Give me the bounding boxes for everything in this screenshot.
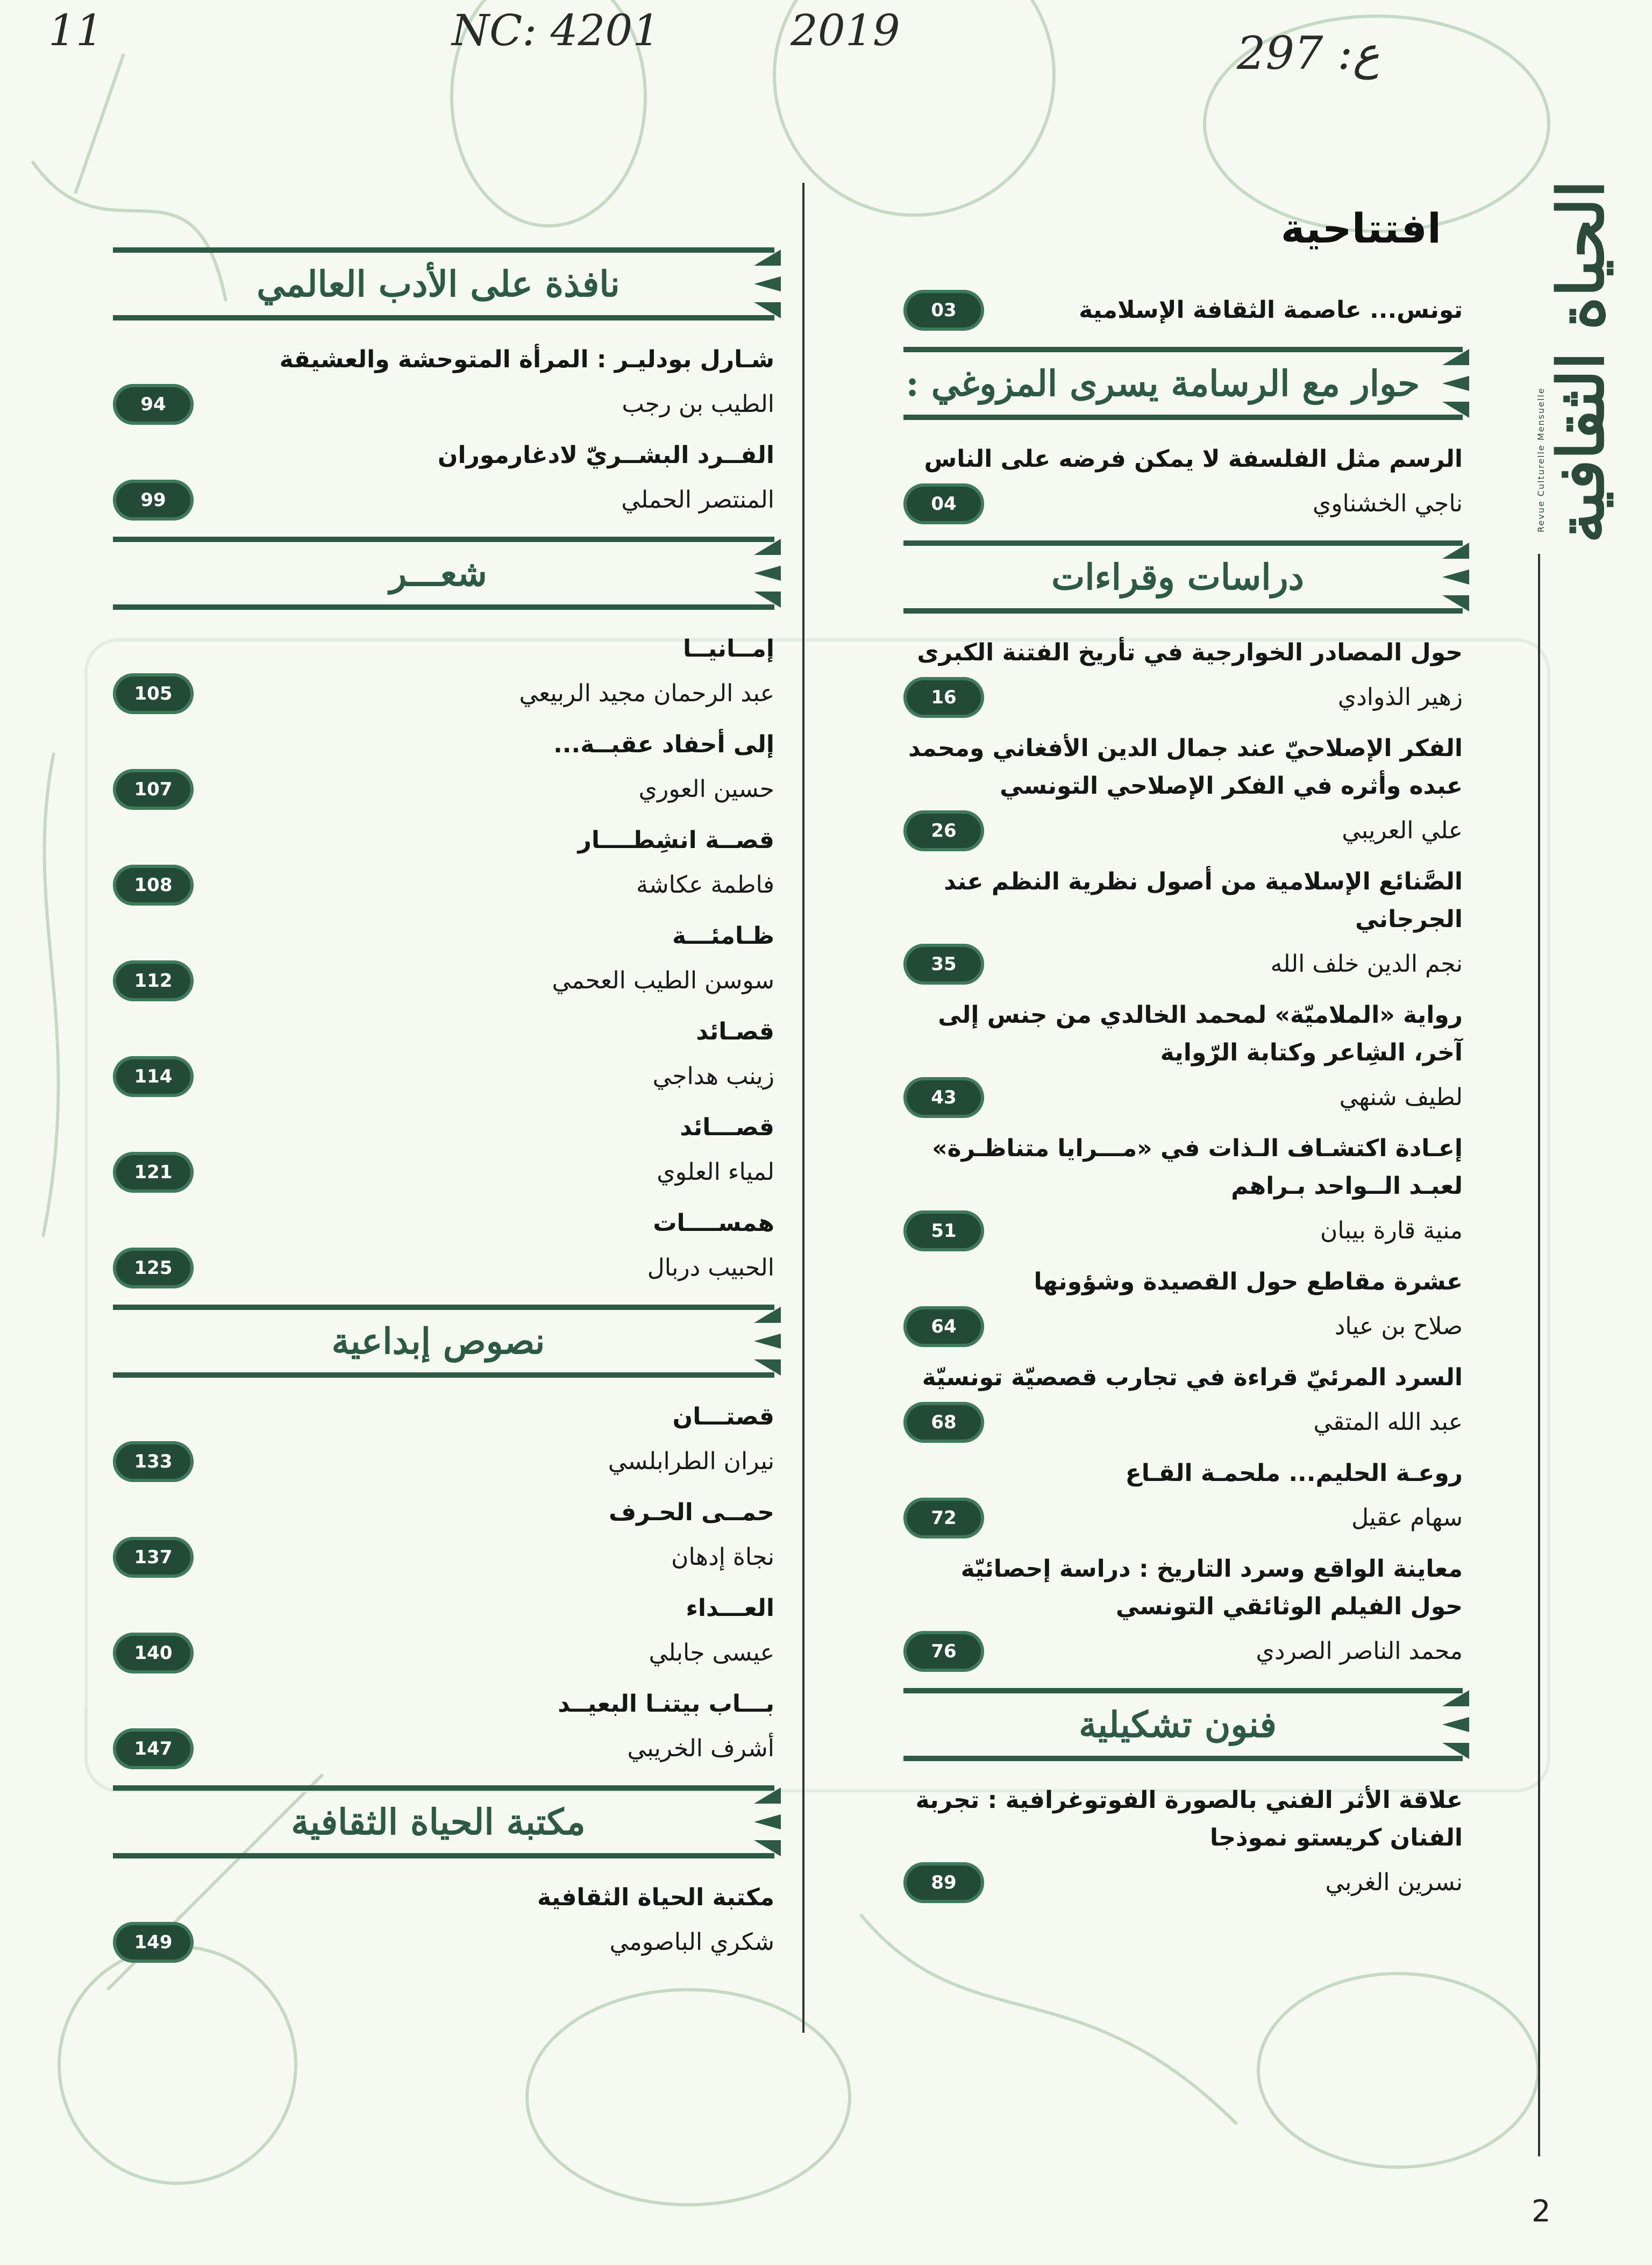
page-badge: 72 (903, 1498, 984, 1539)
entry-title: السرد المرئيّ قراءة في تجارب قصصيّة تونسيّة (922, 1364, 1463, 1391)
section-banner (113, 244, 774, 324)
toc-left-column (113, 231, 774, 1975)
toc-entry[interactable] (903, 1263, 1463, 1347)
entry-title: الصَّنائع الإسلامية من أصول نظرية النظم عند الجرجاني (944, 868, 1463, 933)
entry-author: المنتصر الحملي (621, 486, 774, 514)
banner-arrow-icon (749, 1301, 781, 1381)
page-badge: 26 (903, 810, 984, 851)
entry-title: الفــرد البشــريّ لادغارموران (437, 441, 774, 469)
entry-title: شـارل بودليـر : المرأة المتوحشة والعشيقة (279, 346, 774, 373)
page-badge: 140 (113, 1633, 194, 1673)
banner-arrow-icon (749, 533, 781, 613)
toc-right-column (903, 194, 1463, 1915)
entry-author: نجم الدين خلف الله (1270, 950, 1463, 978)
page-badge: 114 (113, 1056, 194, 1097)
section-world-literature (113, 244, 774, 521)
entry-title: حول المصادر الخوارجية في تأريخ الفتنة الكبرى (917, 639, 1463, 666)
entry-author: زينب هداجي (652, 1063, 774, 1090)
section-library (113, 1782, 774, 1963)
section-creative-texts (113, 1301, 774, 1769)
page-badge: 107 (113, 769, 194, 810)
section-banner (903, 344, 1463, 423)
toc-entry[interactable] (113, 1494, 774, 1578)
toc-entry[interactable] (903, 1782, 1463, 1903)
toc-entry[interactable] (903, 290, 1463, 331)
toc-entry[interactable] (113, 341, 774, 425)
section-title: مكتبة الحياة الثقافية (291, 1801, 586, 1843)
entry-author: الحبيب دربال (647, 1254, 774, 1281)
toc-entry[interactable] (903, 440, 1463, 524)
annotation-number: 11 (48, 5, 103, 55)
page-badge: 108 (113, 865, 194, 906)
toc-entry[interactable] (113, 630, 774, 714)
section-banner (903, 1685, 1463, 1764)
toc-entry[interactable] (903, 996, 1463, 1118)
section-title: حوار مع الرسامة يسرى المزوغي : (906, 362, 1420, 404)
page-badge: 68 (903, 1402, 984, 1443)
entry-author: سهام عقيل (1351, 1504, 1463, 1532)
page-badge: 51 (903, 1210, 984, 1251)
entry-author: شكري الباصومي (609, 1928, 774, 1956)
section-banner (113, 1782, 774, 1862)
entry-author: نسرين الغربي (1325, 1869, 1463, 1896)
toc-entry[interactable] (113, 1685, 774, 1769)
entry-title: علاقة الأثر الفني بالصورة الفوتوغرافية : تجربة الفنان كريستو نموذجا (915, 1786, 1463, 1851)
banner-arrow-icon (749, 244, 781, 324)
entry-title: حمــى الحـرف (609, 1499, 774, 1526)
entry-author: صلاح بن عياد (1334, 1313, 1463, 1340)
section-visual-arts (903, 1685, 1463, 1903)
toc-entry[interactable] (113, 917, 774, 1001)
magazine-title: الحياة الثقافية (1543, 180, 1618, 543)
section-interview (903, 344, 1463, 524)
page-badge: 04 (903, 483, 984, 524)
entry-title: قصـــائد (680, 1114, 774, 1141)
banner-arrow-icon (749, 1782, 781, 1862)
entry-title: معاينة الواقع وسرد التاريخ : دراسة إحصائيّة حول الفيلم الوثائقي التونسي (960, 1555, 1463, 1620)
entry-title: تونس... عاصمة الثقافة الإسلامية (1079, 296, 1463, 324)
section-title: دراسات وقراءات (1051, 556, 1304, 598)
entry-title: روعـة الحليم... ملحمـة القـاع (1125, 1459, 1463, 1487)
opener-heading: افتتاحية (1280, 204, 1441, 252)
column-divider (802, 183, 804, 2033)
section-banner (113, 1301, 774, 1381)
section-title: نافذة على الأدب العالمي (257, 263, 620, 305)
toc-entry[interactable] (113, 1013, 774, 1097)
annotation-code: NC: 4201 (452, 5, 660, 55)
entry-title: قصتـــان (672, 1403, 774, 1430)
page-badge: 35 (903, 944, 984, 985)
banner-arrow-icon (1437, 537, 1469, 617)
entry-title: إلى أحفاد عقبــة... (553, 731, 774, 758)
toc-entry[interactable] (113, 822, 774, 906)
toc-entry[interactable] (903, 634, 1463, 718)
entry-author: منية قارة بيبان (1320, 1217, 1463, 1244)
toc-entry[interactable] (113, 437, 774, 521)
page-badge: 125 (113, 1248, 194, 1288)
entry-title: عشرة مقاطع حول القصيدة وشؤونها (1034, 1268, 1463, 1295)
toc-entry[interactable] (903, 1130, 1463, 1251)
entry-title: قصــة انشِطــــار (578, 827, 774, 854)
entry-title: رواية «الملاميّة» لمحمد الخالدي من جنس إلى آخر، الشِاعر وكتابة الرّواية (938, 1001, 1463, 1066)
section-title: شعـــر (389, 552, 487, 594)
margin-rule (1538, 554, 1540, 2156)
toc-entry[interactable] (113, 1398, 774, 1482)
page-badge: 133 (113, 1441, 194, 1482)
magazine-subtitle: Revue Culturelle Mensuelle (1536, 387, 1546, 532)
toc-entry[interactable] (113, 1590, 774, 1673)
entry-author: عيسى جابلي (649, 1639, 774, 1666)
entry-author: عبد الله المتقي (1313, 1408, 1463, 1436)
entry-author: أشرف الخريبي (627, 1735, 774, 1762)
page-badge: 64 (903, 1306, 984, 1347)
entry-title: إمــانيــا (682, 635, 774, 663)
page-badge: 03 (903, 290, 984, 331)
entry-author: زهير الذوادي (1337, 683, 1463, 711)
page-badge: 112 (113, 960, 194, 1001)
entry-author: علي العريبي (1342, 817, 1463, 844)
entry-author: ناجي الخشناوي (1312, 490, 1463, 517)
page-badge: 149 (113, 1922, 194, 1963)
entry-title: الرسم مثل الفلسفة لا يمكن فرضه على الناس (924, 445, 1463, 473)
toc-entry[interactable] (903, 1455, 1463, 1539)
page-badge: 147 (113, 1728, 194, 1769)
page-badge: 121 (113, 1152, 194, 1193)
section-studies (903, 537, 1463, 1672)
section-banner (113, 533, 774, 613)
section-poetry (113, 533, 774, 1288)
toc-entry[interactable] (903, 1359, 1463, 1443)
entry-author: حسين العوري (638, 775, 774, 803)
entry-author: لطيف شنهي (1339, 1084, 1463, 1111)
entry-author: سوسن الطيب العحمي (552, 967, 774, 994)
entry-title: همســــات (653, 1209, 774, 1237)
page-number: 2 (1532, 2194, 1551, 2229)
page-badge: 99 (113, 480, 194, 521)
page-badge: 16 (903, 677, 984, 718)
entry-title: إعـادة اكتشـاف الـذات في «مـــرايا متناظـرة» لعبـد الــواحد بـراهم (932, 1135, 1463, 1200)
entry-title: مكتبة الحياة الثقافية (537, 1884, 774, 1911)
entry-author: عبد الرحمان مجيد الربيعي (519, 680, 774, 707)
entry-title: ظـامئـــة (672, 922, 774, 950)
toc-entry[interactable] (903, 730, 1463, 851)
toc-entry[interactable] (113, 1205, 774, 1288)
entry-author: نيران الطرابلسي (608, 1448, 774, 1475)
toc-entry[interactable] (113, 726, 774, 810)
entry-author: الطيب بن رجب (622, 390, 774, 418)
annotation-issue: 297 :ع (1237, 27, 1380, 80)
banner-arrow-icon (1437, 344, 1469, 423)
entry-title: الفكر الإصلاحيّ عند جمال الدين الأفغاني ومحمد عبده وأثره في الفكر الإصلاحي التونسي (908, 735, 1463, 800)
toc-entry[interactable] (113, 1109, 774, 1193)
banner-arrow-icon (1437, 1685, 1469, 1764)
page-badge: 89 (903, 1862, 984, 1903)
annotation-year: 2019 (791, 5, 900, 55)
toc-entry[interactable] (903, 1550, 1463, 1672)
toc-entry[interactable] (113, 1879, 774, 1963)
section-banner (903, 537, 1463, 617)
toc-entry[interactable] (903, 863, 1463, 985)
entry-title: العـــداء (686, 1594, 774, 1622)
entry-title: قصـائد (696, 1018, 774, 1045)
page-badge: 94 (113, 384, 194, 425)
entry-author: نجاة إدهان (671, 1543, 774, 1571)
section-title: نصوص إبداعية (331, 1320, 545, 1362)
page-badge: 105 (113, 673, 194, 714)
entry-author: محمد الناصر الصردي (1256, 1637, 1463, 1665)
page-badge: 43 (903, 1077, 984, 1118)
section-title: فنون تشكيلية (1079, 1704, 1277, 1746)
page-badge: 137 (113, 1537, 194, 1578)
entry-author: لمياء العلوي (657, 1158, 774, 1186)
entry-title: بـــاب بيتنـا البعيــد (558, 1690, 774, 1718)
page-badge: 76 (903, 1631, 984, 1672)
entry-author: فاطمة عكاشة (636, 871, 774, 899)
